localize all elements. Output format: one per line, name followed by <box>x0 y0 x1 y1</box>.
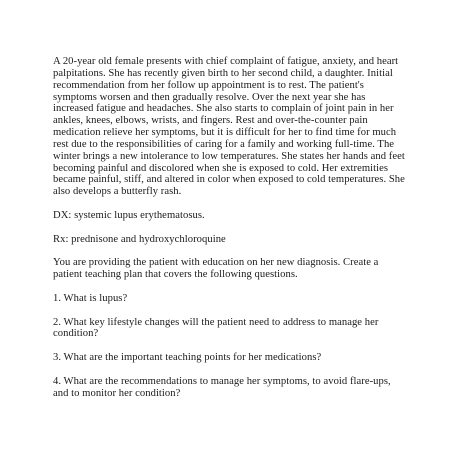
question-item: 1. What is lupus? <box>53 292 128 304</box>
question-item: 3. What are the important teaching points for her medications? <box>53 352 322 364</box>
case-paragraph: A 20-year old female presents with chief complaint of fatigue, anxiety, and heart palpitations. She has recently given birth to her second child, a daughter. Initial recommendation from her follow up appointment is to rest. The patient's symptoms worsen and then gradually resolve. Over the next year she has increased fatigue and headaches. She also starts to complain of joint pain in her ankles, knees, elbows, wrists, and fingers. Rest and over-the-counter pain medication relieve her symptoms, but it is difficult for her to find time for much rest due to the responsibilities of caring for a family and working full-time. The winter brings a new intolerance to low temperatures. She states her hands and feet becoming painful and discolored when she is exposed to cold. Her extremities became painful, stiff, and altered in color when exposed to cold temperatures. She also develops a butterfly rash. <box>53 56 405 198</box>
question-item: 4. What are the recommendations to manage her symptoms, to avoid flare-ups, and to monitor her condition? <box>53 375 391 399</box>
question-item: 2. What key lifestyle changes will the patient need to address to manage her condition? <box>53 316 379 340</box>
diagnosis-line: DX: systemic lupus erythematosus. <box>53 209 205 221</box>
instructions-paragraph: You are providing the patient with education on her new diagnosis. Create a patient teaching plan that covers the following questions. <box>53 257 379 281</box>
document-body <box>53 56 408 411</box>
prescription-line: Rx: prednisone and hydroxychloroquine <box>53 233 226 245</box>
